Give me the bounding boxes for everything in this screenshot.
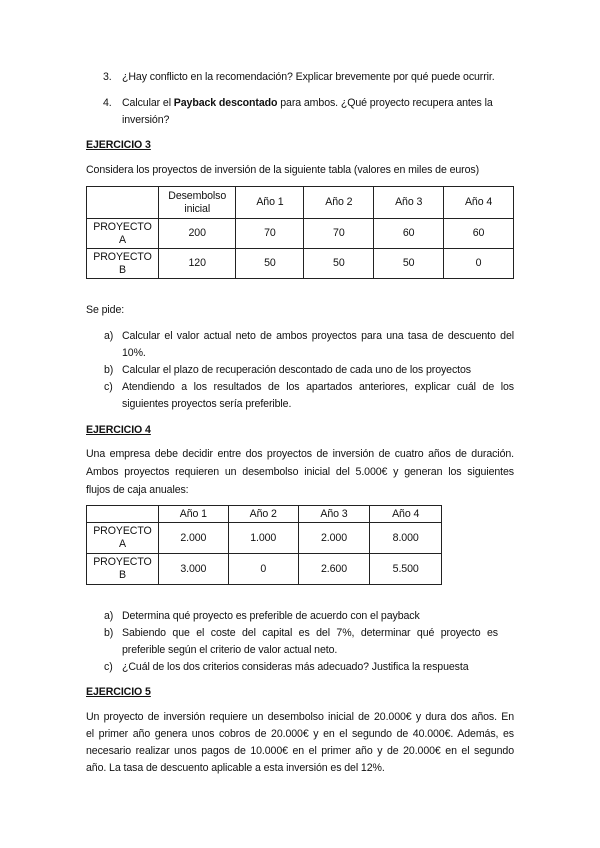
- table-cell: 120: [159, 249, 236, 279]
- table-cell: 60: [444, 219, 514, 249]
- table-cell: 60: [374, 219, 444, 249]
- table-cell: 2.000: [298, 523, 370, 554]
- table-cell: 50: [374, 249, 444, 279]
- item-label: c): [104, 381, 113, 393]
- ejercicio-3-table: [86, 186, 514, 279]
- list-number: 3.: [103, 71, 112, 83]
- table-header-cell: [87, 187, 159, 219]
- item-text: Atendiendo a los resultados de los apartados anteriores, explicar cuál de los: [122, 381, 514, 393]
- table-header-cell: Año 4: [370, 506, 442, 523]
- table-cell: 70: [236, 219, 304, 249]
- ejercicio-4-intro-line: Una empresa debe decidir entre dos proyectos de inversión de cuatro años de duración.: [86, 448, 514, 460]
- table-header-cell: [87, 506, 159, 523]
- payback-descontado-bold: Payback descontado: [173, 97, 278, 109]
- table-header-cell: Año 3: [374, 187, 444, 219]
- ejercicio-3-heading: EJERCICIO 3: [86, 139, 151, 151]
- table-cell: PROYECTO A: [87, 523, 159, 554]
- ejercicio-3-intro: Considera los proyectos de inversión de la siguiente tabla (valores en miles de euros): [86, 164, 480, 176]
- table-cell: 1.000: [228, 523, 298, 554]
- table-header-cell: Año 1: [158, 506, 228, 523]
- table-cell: 8.000: [370, 523, 442, 554]
- se-pide-label: Se pide:: [86, 304, 125, 316]
- ejercicio-5-heading: EJERCICIO 5: [86, 686, 151, 698]
- item-text-continuation: preferible según el criterio de valor actual neto.: [122, 644, 338, 656]
- table-header-cell: Año 2: [304, 187, 374, 219]
- table-header-row: [87, 187, 514, 219]
- ejercicio-4-intro-line: Ambos proyectos requieren un desembolso inicial del 5.000€ y generan los siguientes: [86, 466, 514, 478]
- table-header-cell: Año 2: [228, 506, 298, 523]
- item-text-continuation: siguientes proyectos sería preferible.: [122, 398, 292, 410]
- list-text: ¿Hay conflicto en la recomendación? Explicar brevemente por qué puede ocurrir.: [122, 71, 495, 83]
- item-label: b): [104, 627, 114, 639]
- table-cell: 50: [236, 249, 304, 279]
- table-cell: 0: [228, 554, 298, 585]
- ejercicio-5-text-line: necesario realizar unos pagos de 10.000€ en el primer año y de 20.000€ en el segundo: [86, 745, 514, 757]
- item-text: Determina qué proyecto es preferible de acuerdo con el payback: [122, 610, 420, 622]
- item-label: a): [104, 330, 114, 342]
- table-cell: PROYECTO A: [87, 219, 159, 249]
- table-header-row: [87, 506, 442, 523]
- item-text: ¿Cuál de los dos criterios consideras más adecuado? Justifica la respuesta: [122, 661, 469, 673]
- table-row: [87, 219, 514, 249]
- table-cell: 2.600: [298, 554, 370, 585]
- list-text-continuation: inversión?: [122, 114, 170, 126]
- ejercicio-4-heading: EJERCICIO 4: [86, 424, 151, 436]
- table-header-cell: Año 1: [236, 187, 304, 219]
- ejercicio-5-text-line: año. La tasa de descuento aplicable a esta inversión es del 12%.: [86, 762, 385, 774]
- table-cell: 50: [304, 249, 374, 279]
- item-label: a): [104, 610, 114, 622]
- table-header-cell: Desembolso inicial: [159, 187, 236, 219]
- table-cell: 5.500: [370, 554, 442, 585]
- table-row: [87, 554, 442, 585]
- ejercicio-5-text-line: Un proyecto de inversión requiere un desembolso inicial de 20.000€ y dura dos años. En: [86, 711, 514, 723]
- table-row: [87, 523, 442, 554]
- table-header-cell: Año 4: [444, 187, 514, 219]
- item-label: c): [104, 661, 113, 673]
- table-cell: 3.000: [158, 554, 228, 585]
- table-cell: 2.000: [158, 523, 228, 554]
- table-cell: PROYECTO B: [87, 249, 159, 279]
- item-text: Sabiendo que el coste del capital es del 7%, determinar qué proyecto es: [122, 627, 498, 639]
- item-text: Calcular el plazo de recuperación descontado de cada uno de los proyectos: [122, 364, 471, 376]
- table-cell: 70: [304, 219, 374, 249]
- table-row: [87, 249, 514, 279]
- ejercicio-5-text-line: el primer año genera unos cobros de 20.000€ y en el segundo de 40.000€. Además, es: [86, 728, 514, 740]
- ejercicio-4-table: [86, 505, 442, 585]
- table-cell: 200: [159, 219, 236, 249]
- table-header-cell: Año 3: [298, 506, 370, 523]
- item-text-continuation: 10%.: [122, 347, 146, 359]
- table-cell: PROYECTO B: [87, 554, 159, 585]
- table-cell: 0: [444, 249, 514, 279]
- item-label: b): [104, 364, 114, 376]
- item-text: Calcular el valor actual neto de ambos proyectos para una tasa de descuento del: [122, 330, 514, 342]
- list-text: Calcular el Payback descontado para ambos. ¿Qué proyecto recupera antes la: [122, 97, 493, 109]
- list-number: 4.: [103, 97, 112, 109]
- ejercicio-4-intro-line: flujos de caja anuales:: [86, 484, 189, 496]
